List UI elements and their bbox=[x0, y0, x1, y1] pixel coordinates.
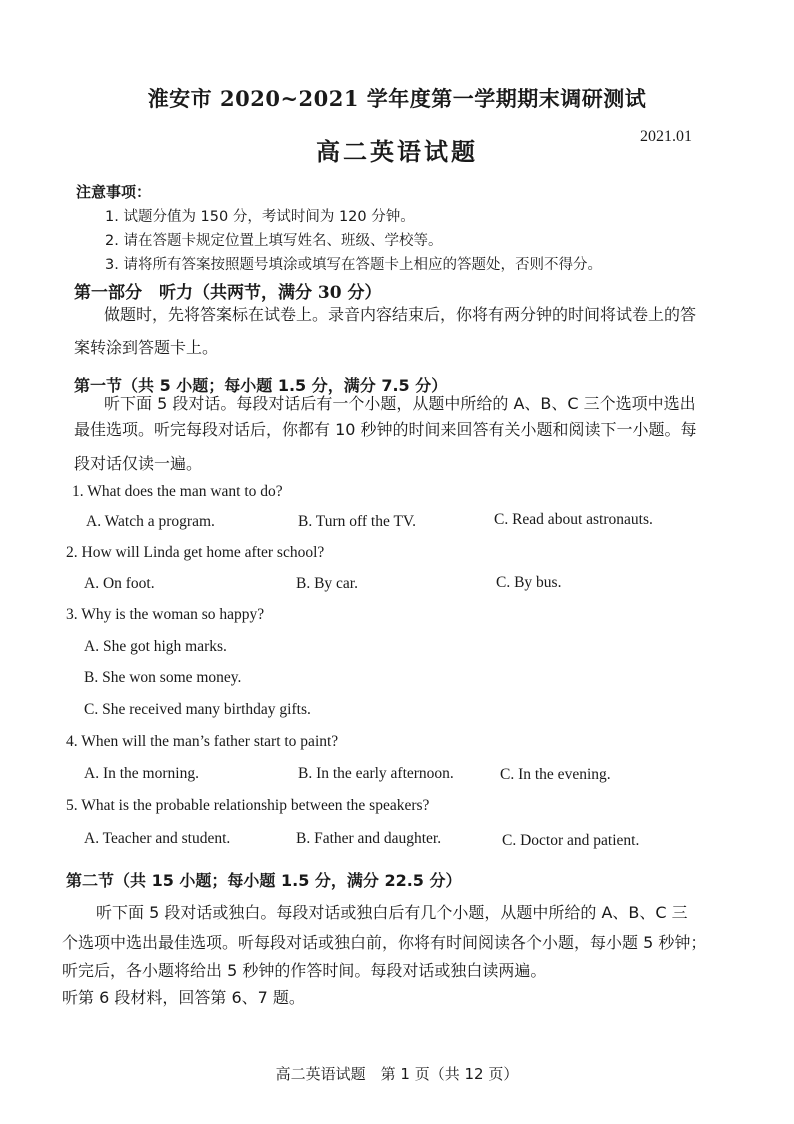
part-instruction-line: 案转涂到答题卡上。 bbox=[74, 338, 219, 357]
option-b: B. Turn off the TV. bbox=[298, 513, 417, 530]
question-stem: 1. What does the man want to do? bbox=[72, 483, 283, 500]
material-instruction: 听第 6 段材料，回答第 6、7 题。 bbox=[62, 988, 305, 1007]
option-a: A. Watch a program. bbox=[86, 513, 215, 530]
section-heading: 第二节（共 15 小题；每小题 1.5 分，满分 22.5 分） bbox=[66, 871, 462, 890]
section-heading: 第一节（共 5 小题；每小题 1.5 分，满分 7.5 分） bbox=[74, 376, 448, 395]
option-b: B. She won some money. bbox=[84, 669, 242, 686]
option-b: B. Father and daughter. bbox=[296, 830, 442, 847]
section-instruction-line: 听完后，各小题将给出 5 秒钟的作答时间。每段对话或独白读两遍。 bbox=[62, 961, 547, 980]
option-a: A. She got high marks. bbox=[84, 638, 227, 655]
question-stem: 3. Why is the woman so happy? bbox=[66, 606, 265, 623]
option-c: C. She received many birthday gifts. bbox=[84, 701, 311, 718]
option-c: C. By bus. bbox=[496, 574, 562, 591]
section-instruction-line: 最佳选项。听完每段对话后，你都有 10 秒钟的时间来回答有关小题和阅读下一小题。每 bbox=[74, 420, 697, 439]
part-instruction-line: 做题时，先将答案标在试卷上。录音内容结束后，你将有两分钟的时间将试卷上的答 bbox=[104, 305, 697, 324]
option-a: A. Teacher and student. bbox=[84, 830, 231, 847]
question-stem: 4. When will the man’s father start to paint? bbox=[66, 733, 339, 750]
option-c: C. Read about astronauts. bbox=[494, 511, 653, 528]
exam-subtitle: 高二英语试题 bbox=[316, 137, 478, 166]
section-instruction-line: 个选项中选出最佳选项。听每段对话或独白前，你将有时间阅读各个小题，每小题 5 秒钟； bbox=[62, 933, 707, 952]
question-stem: 2. How will Linda get home after school? bbox=[66, 544, 325, 561]
section-instruction-line: 听下面 5 段对话。每段对话后有一个小题，从题中所给的 A、B、C 三个选项中选出 bbox=[104, 394, 696, 413]
notice-item: 2. 请在答题卡规定位置上填写姓名、班级、学校等。 bbox=[105, 233, 443, 249]
section-instruction-line: 听下面 5 段对话或独白。每段对话或独白后有几个小题，从题中所给的 A、B、C 三 bbox=[96, 903, 688, 922]
part-heading: 第一部分 听力（共两节，满分 30 分） bbox=[74, 283, 382, 303]
option-a: A. In the morning. bbox=[84, 765, 199, 782]
page-footer: 高二英语试题 第 1 页（共 12 页） bbox=[275, 1065, 519, 1083]
option-b: B. By car. bbox=[296, 575, 358, 592]
exam-date: 2021.01 bbox=[640, 128, 692, 145]
option-c: C. Doctor and patient. bbox=[502, 832, 640, 849]
question-stem: 5. What is the probable relationship between the speakers? bbox=[66, 797, 430, 814]
option-b: B. In the early afternoon. bbox=[298, 765, 454, 782]
notice-heading: 注意事项： bbox=[76, 183, 152, 201]
section-instruction-line: 段对话仅读一遍。 bbox=[74, 454, 203, 473]
option-a: A. On foot. bbox=[84, 575, 155, 592]
exam-title: 淮安市 2020~2021 学年度第一学期期末调研测试 bbox=[147, 86, 647, 111]
option-c: C. In the evening. bbox=[500, 766, 611, 783]
notice-item: 3. 请将所有答案按照题号填涂或填写在答题卡上相应的答题处，否则不得分。 bbox=[105, 257, 602, 273]
notice-item: 1. 试题分值为 150 分，考试时间为 120 分钟。 bbox=[105, 209, 415, 225]
